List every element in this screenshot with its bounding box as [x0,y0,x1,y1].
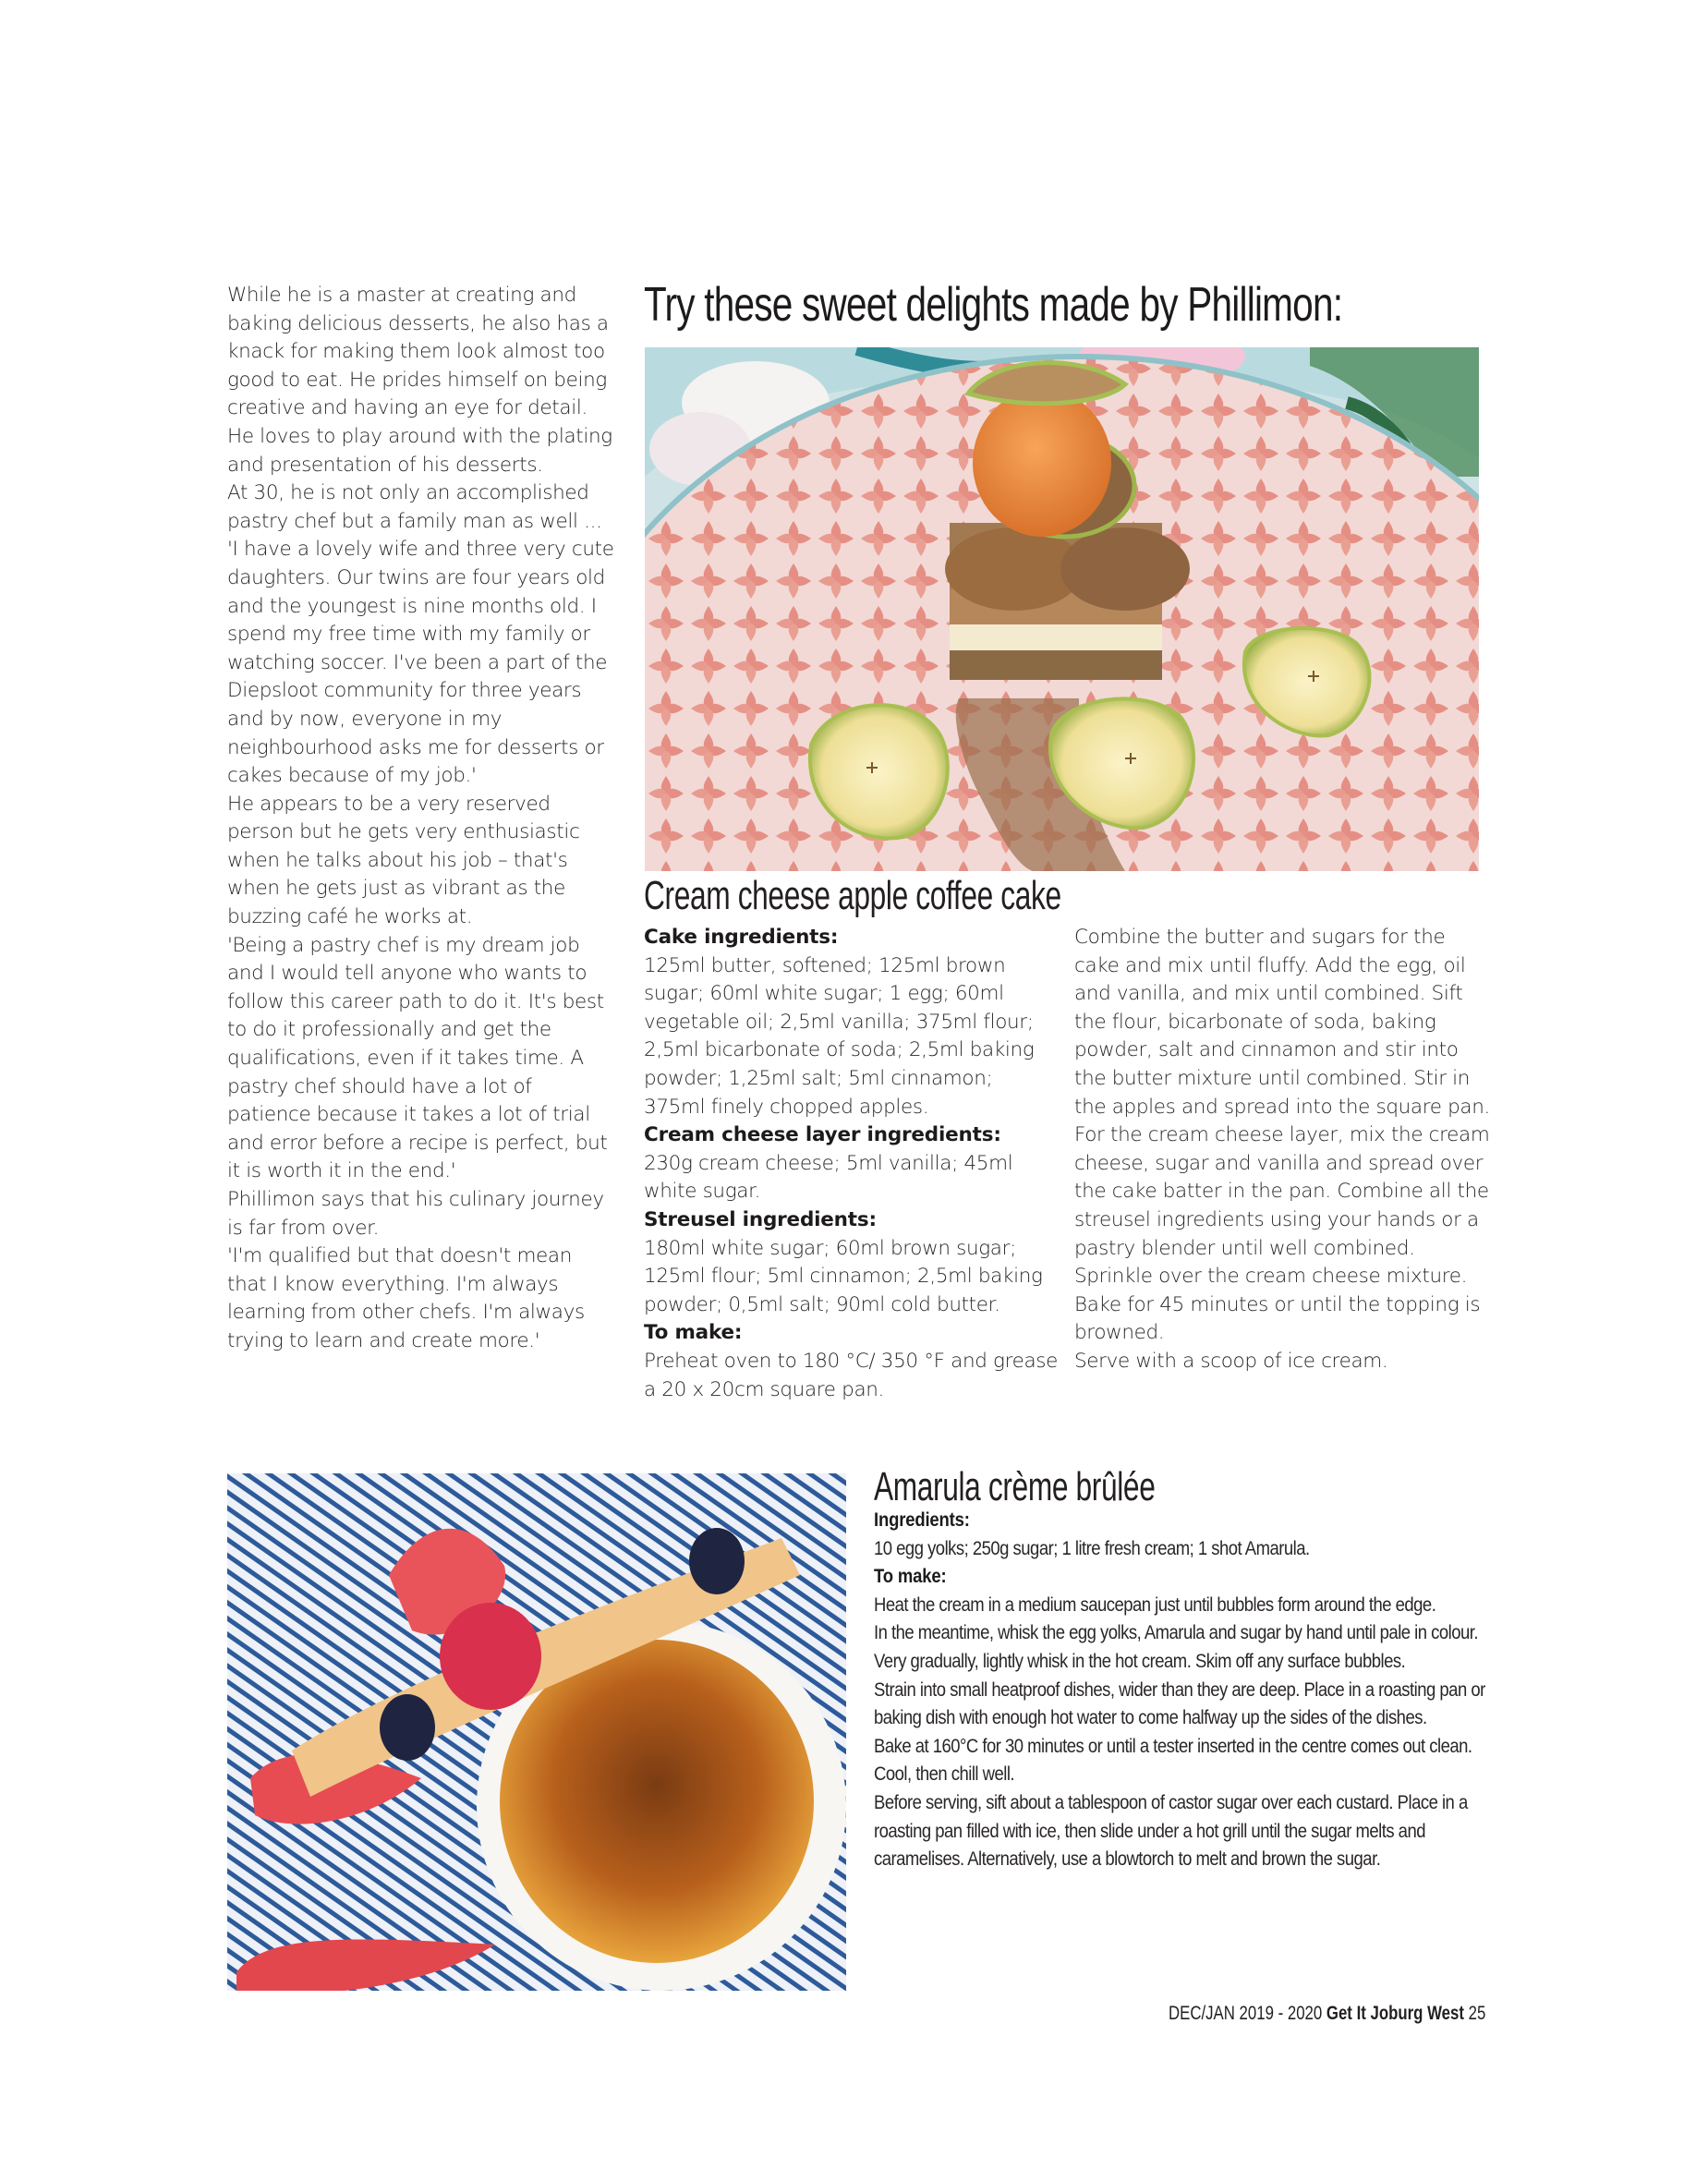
brulee-step: Bake at 160°C for 30 minutes or until a tester inserted in the centre comes out clean. Cool, then chill well. [874,1734,1472,1786]
article-paragraph: 'Being a pastry chef is my dream job and I would tell anyone who wants to follow this career path to do it. It's best to do it professionally and get the qualifications, even if it takes time. A pastry chef should have a lot of patience because it takes a lot of trial and error before a recipe is perfect, but it is worth it in the end.' [227,933,608,1183]
brulee-ingredients-heading: Ingredients: [874,1509,970,1531]
cream-cheese-ingredients: 230g cream cheese; 5ml vanilla; 45ml white sugar. [644,1151,1013,1204]
brulee-to-make-heading: To make: [874,1565,947,1588]
brulee-ingredients-list: 10 egg yolks; 250g sugar; 1 litre fresh cream; 1 shot Amarula. [874,1536,1310,1559]
page-number: 25 [1468,2003,1486,2024]
to-make-heading: To make: [644,1321,743,1345]
to-make-intro: Preheat oven to 180 °C/ 350 °F and grease a 20 x 20cm square pan. [644,1349,1059,1401]
method-step: For the cream cheese layer, mix the cream cheese, sugar and vanilla and spread over the cake batter in the pan. Combine all the streusel ingredients using your hands or a pastry blender until well combined. Sprinkle over the cream cheese mixture. [1074,1123,1490,1289]
cake-photo [645,347,1479,871]
cake-ingredients-heading: Cake ingredients: [644,926,839,949]
brulee-step: Heat the cream in a medium saucepan just until bubbles form around the edge. [874,1593,1436,1616]
recipe-title-coffee-cake: Cream cheese apple coffee cake [644,873,1061,918]
brulee-image-icon [227,1473,846,1991]
coffee-cake-method [1074,924,1490,1376]
brulee-step: Strain into small heatproof dishes, wider than they are deep. Place in a roasting pan or baking dish with enough hot water to come halfway up the sides of the dishes. [874,1678,1485,1729]
method-step: Combine the butter and sugars for the cake and mix until fluffy. Add the egg, oil and vanilla, and mix until combined. Sift the flour, bicarbonate of soda, baking powder, salt and cinnamon and stir into the butter mixture until combined. Stir in the apples and spread into the square pan. [1074,926,1491,1119]
cream-cheese-heading: Cream cheese layer ingredients: [644,1123,1001,1147]
brulee-photo [227,1473,846,1991]
cake-image-icon [645,347,1479,871]
article-paragraph: At 30, he is not only an accomplished pastry chef but a family man as well ... [227,481,602,533]
article-paragraph: While he is a master at creating and baking delicious desserts, he also has a knack for making them look almost too good to eat. He prides himself on being creative and having an eye for detail. He loves to play around with the plating and presentation of his desserts. [227,284,612,477]
article-paragraph: Phillimon says that his culinary journey is far from over. [227,1188,604,1240]
article-paragraph: 'I'm qualified but that doesn't mean that I know everything. I'm always learning from other chefs. I'm always trying to learn and create more.' [227,1244,585,1352]
brulee-step: Before serving, sift about a tablespoon of castor sugar over each custard. Place in a roasting pan filled with ice, then slide under a hot grill until the sugar melts and caramelises. Alternatively, use a blowtorch to melt and brown the sugar. [874,1790,1468,1871]
streusel-heading: Streusel ingredients: [644,1207,877,1231]
article-paragraph: He appears to be a very reserved person but he gets very enthusiastic when he talks about his job – that's when he gets just as vibrant as the buzzing café he works at. [227,792,580,929]
method-step: Bake for 45 minutes or until the topping is browned. [1074,1292,1481,1345]
coffee-cake-ingredients [644,924,1060,1404]
method-step: Serve with a scoop of ice cream. [1074,1349,1388,1373]
issue-date: DEC/JAN 2019 - 2020 [1169,2003,1323,2024]
page-footer [1169,2003,1485,2025]
creme-brulee-recipe [874,1506,1502,1873]
section-title: Try these sweet delights made by Phillimon: [644,278,1343,332]
streusel-ingredients: 180ml white sugar; 60ml brown sugar; 125ml flour; 5ml cinnamon; 2,5ml baking powder; 0,5ml salt; 90ml cold butter. [644,1236,1043,1316]
cake-ingredients-list: 125ml butter, softened; 125ml brown sugar; 60ml white sugar; 1 egg; 60ml vegetable oil; 2,5ml vanilla; 375ml flour; 2,5ml bicarbonate of soda; 2,5ml baking powder; 1,25ml salt; 5ml cinnamon; 375ml finely chopped apples. [644,953,1035,1119]
publication-name: Get It Joburg West [1326,2003,1464,2024]
article-column [227,282,615,1356]
recipe-title-creme-brulee: Amarula crème brûlée [874,1464,1156,1509]
brulee-step: In the meantime, whisk the egg yolks, Amarula and sugar by hand until pale in colour. Very gradually, lightly whisk in the hot cream. Skim off any surface bubbles. [874,1621,1479,1672]
article-paragraph: 'I have a lovely wife and three very cute daughters. Our twins are four years old and the youngest is nine months old. I spend my free time with my family or watching soccer. I've been a part of the Diepsloot community for three years and by now, everyone in my neighbourhood asks me for desserts or cakes because of my job.' [227,538,614,788]
